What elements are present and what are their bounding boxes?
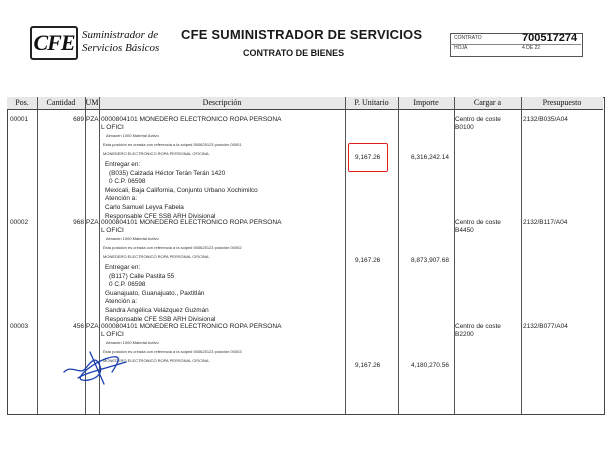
addr-line: Entregar en: xyxy=(105,264,141,271)
page-label: HOJA xyxy=(454,45,468,51)
row1-importe: 6,316,242.14 xyxy=(411,154,449,161)
col-divider xyxy=(37,97,38,414)
row2-presupuesto: 2132/B117/A04 xyxy=(523,219,568,226)
row1-cantidad: 689 xyxy=(73,116,84,123)
addr-line: Sandra Angélica Velázquez Guzmán xyxy=(105,306,209,314)
page-value: 4 DE 22 xyxy=(522,45,541,51)
contract-label: CONTRATO xyxy=(454,35,482,41)
addr-line: 0 C.P. 06598 xyxy=(109,281,146,289)
col-divider xyxy=(398,97,399,414)
row1-p-unitario: 9,167.26 xyxy=(355,154,381,161)
handwritten-signature xyxy=(60,342,130,387)
row2-desc-line1: 0000804101 MONEDERO ELECTRONICO ROPA PERSONA xyxy=(101,219,282,226)
col-header-cargar-a: Cargar a xyxy=(473,98,502,107)
addr-line: (B035) Calzada Héctor Terán Terán 1420 xyxy=(109,169,226,177)
addr-line: Entregar en: xyxy=(105,161,141,168)
row3-note2: Esta posición es creada con referencia a la solped 500625123 posición 00003 xyxy=(103,349,242,354)
row1-note3: MONEDERO ELECTRONICO ROPA PERSONAL OFICINA. xyxy=(103,151,210,156)
addr-line: Responsable CFE SSB ARH Divisional xyxy=(105,315,216,323)
addr-line: Atención a: xyxy=(105,195,137,203)
contract-number: 700517274 xyxy=(522,32,578,44)
col-divider xyxy=(521,97,522,414)
row2-importe: 8,873,907.68 xyxy=(411,257,449,264)
row3-cantidad: 456 xyxy=(73,323,84,330)
row2-desc-line2: L OFICI xyxy=(101,227,124,234)
addr-line: (B117) Calle Pastita 55 xyxy=(109,272,175,280)
row3-note3: MONEDERO ELECTRONICO ROPA PERSONAL OFICINA. xyxy=(103,358,210,363)
highlight-box xyxy=(348,143,388,172)
col-divider xyxy=(454,97,455,414)
addr-line: Mexicali, Baja California, Conjunto Urbano Xochimilco xyxy=(105,186,258,194)
logo-caption-line2: Servicios Básicos xyxy=(82,42,160,54)
row2-cargar-code: B4450 xyxy=(455,227,474,234)
row1-note2: Esta posición es creada con referencia a la solped 500625123 posición 00001 xyxy=(103,142,242,147)
col-header-importe: Importe xyxy=(413,98,439,107)
addr-line: Atención a: xyxy=(105,298,137,306)
row2-note1: Almacén 1000 Material Activo xyxy=(106,236,159,241)
row1-cargar-code: B0100 xyxy=(455,124,474,131)
row3-p-unitario: 9,167.26 xyxy=(355,362,381,369)
document-subtitle: CONTRATO DE BIENES xyxy=(243,48,345,58)
addr-line: Carlo Samuel Leyva Fabela xyxy=(105,203,184,211)
row3-importe: 4,180,270.56 xyxy=(411,362,449,369)
col-header-um: UM xyxy=(85,98,99,107)
row3-note1: Almacén 1000 Material Activo xyxy=(106,340,159,345)
col-header-descripcion: Descripción xyxy=(202,98,242,107)
row1-desc-line1: 0000804101 MONEDERO ELECTRONICO ROPA PERSONA xyxy=(101,116,282,123)
row3-desc-line2: L OFICI xyxy=(101,331,124,338)
col-divider xyxy=(345,97,346,414)
row1-address xyxy=(105,161,258,221)
row3-cargar-code: B2200 xyxy=(455,331,474,338)
row1-desc-line2: L OFICI xyxy=(101,124,124,131)
row1-presupuesto: 2132/B035/A04 xyxy=(523,116,568,123)
row1-note1: Almacén 1000 Material Activo xyxy=(106,133,159,138)
col-header-p-unitario: P. Unitario xyxy=(354,98,389,107)
row2-um: PZA xyxy=(86,219,99,226)
row3-cargar-label: Centro de coste xyxy=(455,323,501,330)
row2-cantidad: 968 xyxy=(73,219,84,226)
row2-pos: 00002 xyxy=(10,219,29,226)
row2-note3: MONEDERO ELECTRONICO ROPA PERSONAL OFICINA. xyxy=(103,254,210,259)
addr-line: 0 C.P. 06598 xyxy=(109,178,146,186)
row3-pos: 00003 xyxy=(10,323,29,330)
row1-cargar-label: Centro de coste xyxy=(455,116,501,123)
contract-box-divider xyxy=(450,44,581,45)
row2-cargar-label: Centro de coste xyxy=(455,219,501,226)
row2-p-unitario: 9,167.26 xyxy=(355,257,381,264)
col-header-pos: Pos. xyxy=(15,98,29,107)
row1-pos: 00001 xyxy=(10,116,29,123)
document-title: CFE SUMINISTRADOR DE SERVICIOS xyxy=(181,27,423,42)
col-header-cantidad: Cantidad xyxy=(46,98,76,107)
row2-address xyxy=(105,264,215,324)
addr-line: Responsable CFE SSB ARH Divisional xyxy=(105,212,216,220)
logo-caption-line1: Suministrador de xyxy=(82,29,159,41)
row3-desc-line1: 0000804101 MONEDERO ELECTRONICO ROPA PERSONA xyxy=(101,323,282,330)
row3-um: PZA xyxy=(86,323,99,330)
cfe-logo: CFE xyxy=(30,26,78,60)
row2-note2: Esta posición es creada con referencia a la solped 500625123 posición 00002 xyxy=(103,245,242,250)
row1-um: PZA xyxy=(86,116,99,123)
addr-line: Guanajuato, Guanajuato., Paxtitlán xyxy=(105,289,205,297)
row3-presupuesto: 2132/B077/A04 xyxy=(523,323,568,330)
col-header-presupuesto: Presupuesto xyxy=(542,98,582,107)
